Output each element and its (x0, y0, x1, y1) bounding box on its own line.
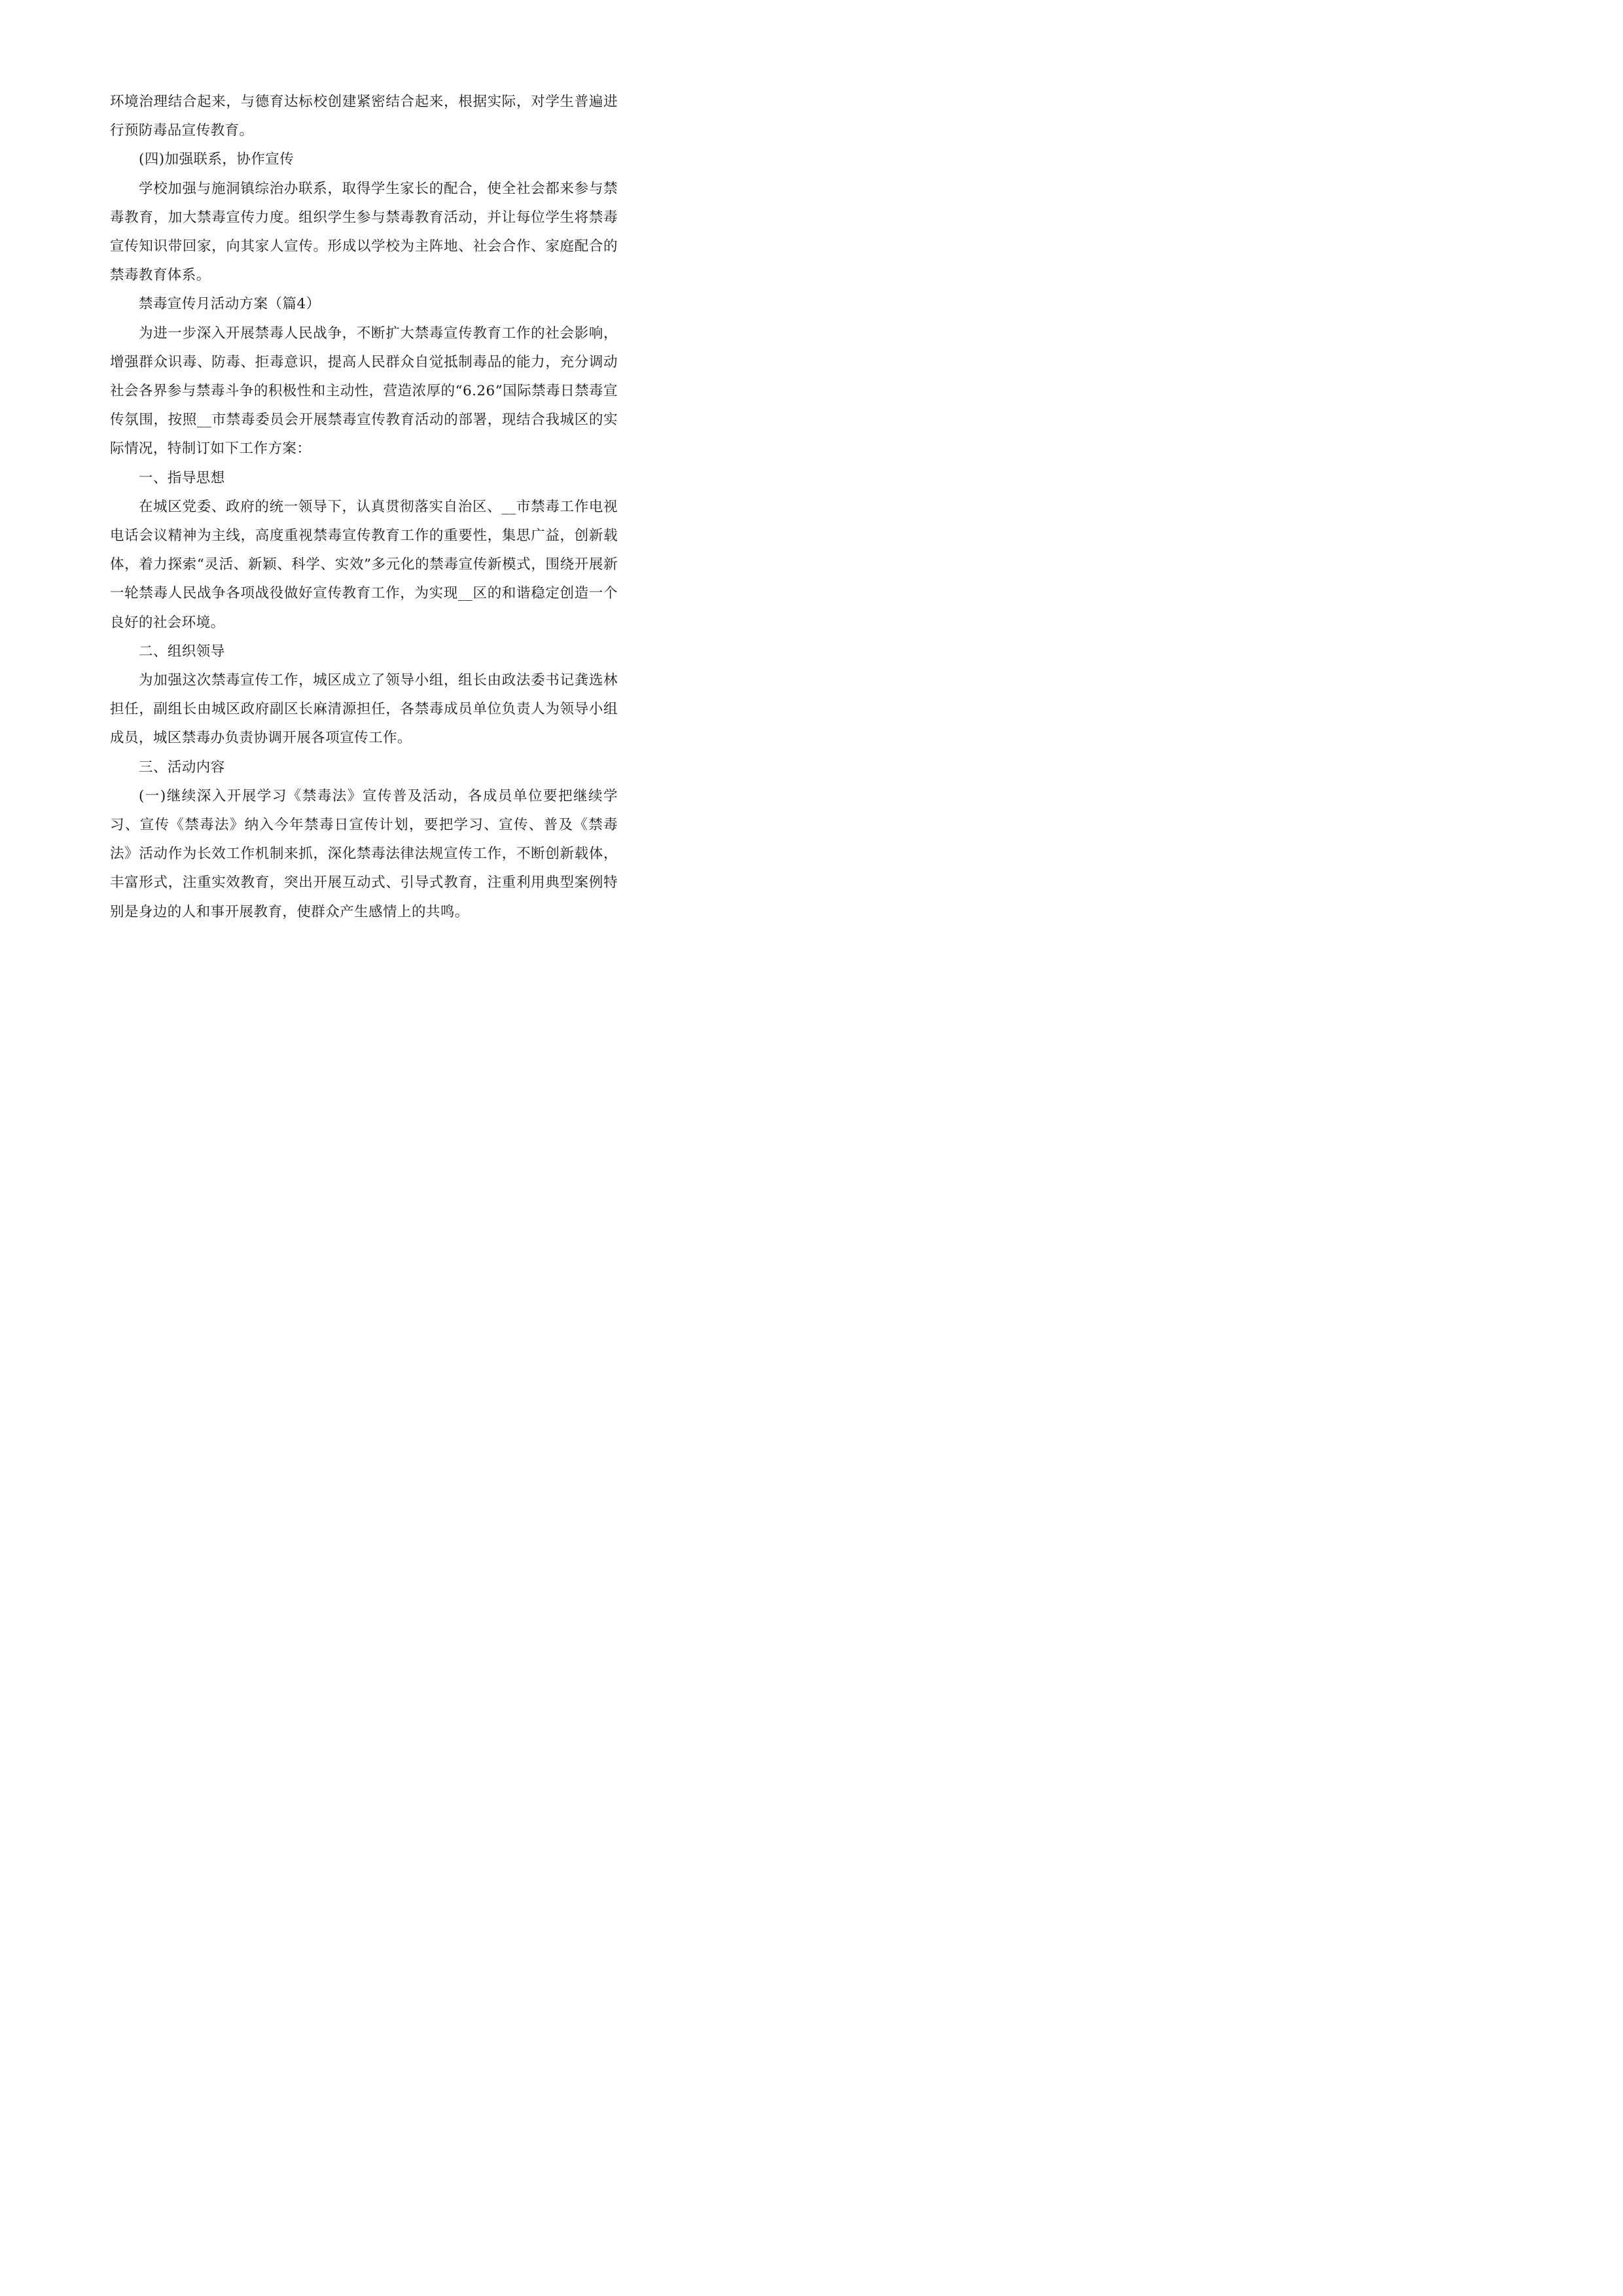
document-body (110, 88, 618, 927)
paragraph-guiding-ideology: 在城区党委、政府的统一领导下，认真贯彻落实自治区、__市禁毒工作电视电话会议精神为主线，高度重视禁毒宣传教育工作的重要性，集思广益，创新载体，着力探索“灵活、新颖、科学、实效”多元化的禁毒宣传新模式，围绕开展新一轮禁毒人民战争各项战役做好宣传教育工作，为实现__区的和谐稳定创造一个良好的社会环境。 (110, 498, 618, 631)
document-page (0, 0, 726, 1026)
article-title-part-4: 禁毒宣传月活动方案（篇4） (139, 296, 321, 313)
section-heading-organization: 二、组织领导 (139, 643, 225, 660)
paragraph-intro: 为进一步深入开展禁毒人民战争，不断扩大禁毒宣传教育工作的社会影响，增强群众识毒、防毒、拒毒意识，提高人民群众自觉抵制毒品的能力，充分调动社会各界参与禁毒斗争的积极性和主动性，营造浓厚的“6.26”国际禁毒日禁毒宣传氛围，按照__市禁毒委员会开展禁毒宣传教育活动的部署，现结合我城区的实际情况，特制订如下工作方案： (110, 325, 618, 457)
section-heading-activities: 三、活动内容 (139, 759, 225, 776)
paragraph-continuation: 环境治理结合起来，与德育达标校创建紧密结合起来，根据实际，对学生普遍进行预防毒品宣传教育。 (110, 94, 618, 139)
section-heading-4-strengthen-contact: (四)加强联系，协作宣传 (139, 151, 294, 168)
paragraph-activities-1: (一)继续深入开展学习《禁毒法》宣传普及活动，各成员单位要把继续学习、宣传《禁毒法》纳入今年禁毒日宣传计划，要把学习、宣传、普及《禁毒法》活动作为长效工作机制来抓，深化禁毒法律法规宣传工作，不断创新载体，丰富形式，注重实效教育，突出开展互动式、引导式教育，注重利用典型案例特别是身边的人和事开展教育，使群众产生感情上的共鸣。 (110, 787, 618, 920)
section-heading-guiding-ideology: 一、指导思想 (139, 469, 225, 486)
paragraph-organization: 为加强这次禁毒宣传工作，城区成立了领导小组，组长由政法委书记龚选林担任，副组长由城区政府副区长麻清源担任，各禁毒成员单位负责人为领导小组成员，城区禁毒办负责协调开展各项宣传工作。 (110, 672, 618, 747)
paragraph-school-contact: 学校加强与施洞镇综治办联系，取得学生家长的配合，使全社会都来参与禁毒教育，加大禁毒宣传力度。组织学生参与禁毒教育活动，并让每位学生将禁毒宣传知识带回家，向其家人宣传。形成以学校为主阵地、社会合作、家庭配合的禁毒教育体系。 (110, 180, 618, 284)
